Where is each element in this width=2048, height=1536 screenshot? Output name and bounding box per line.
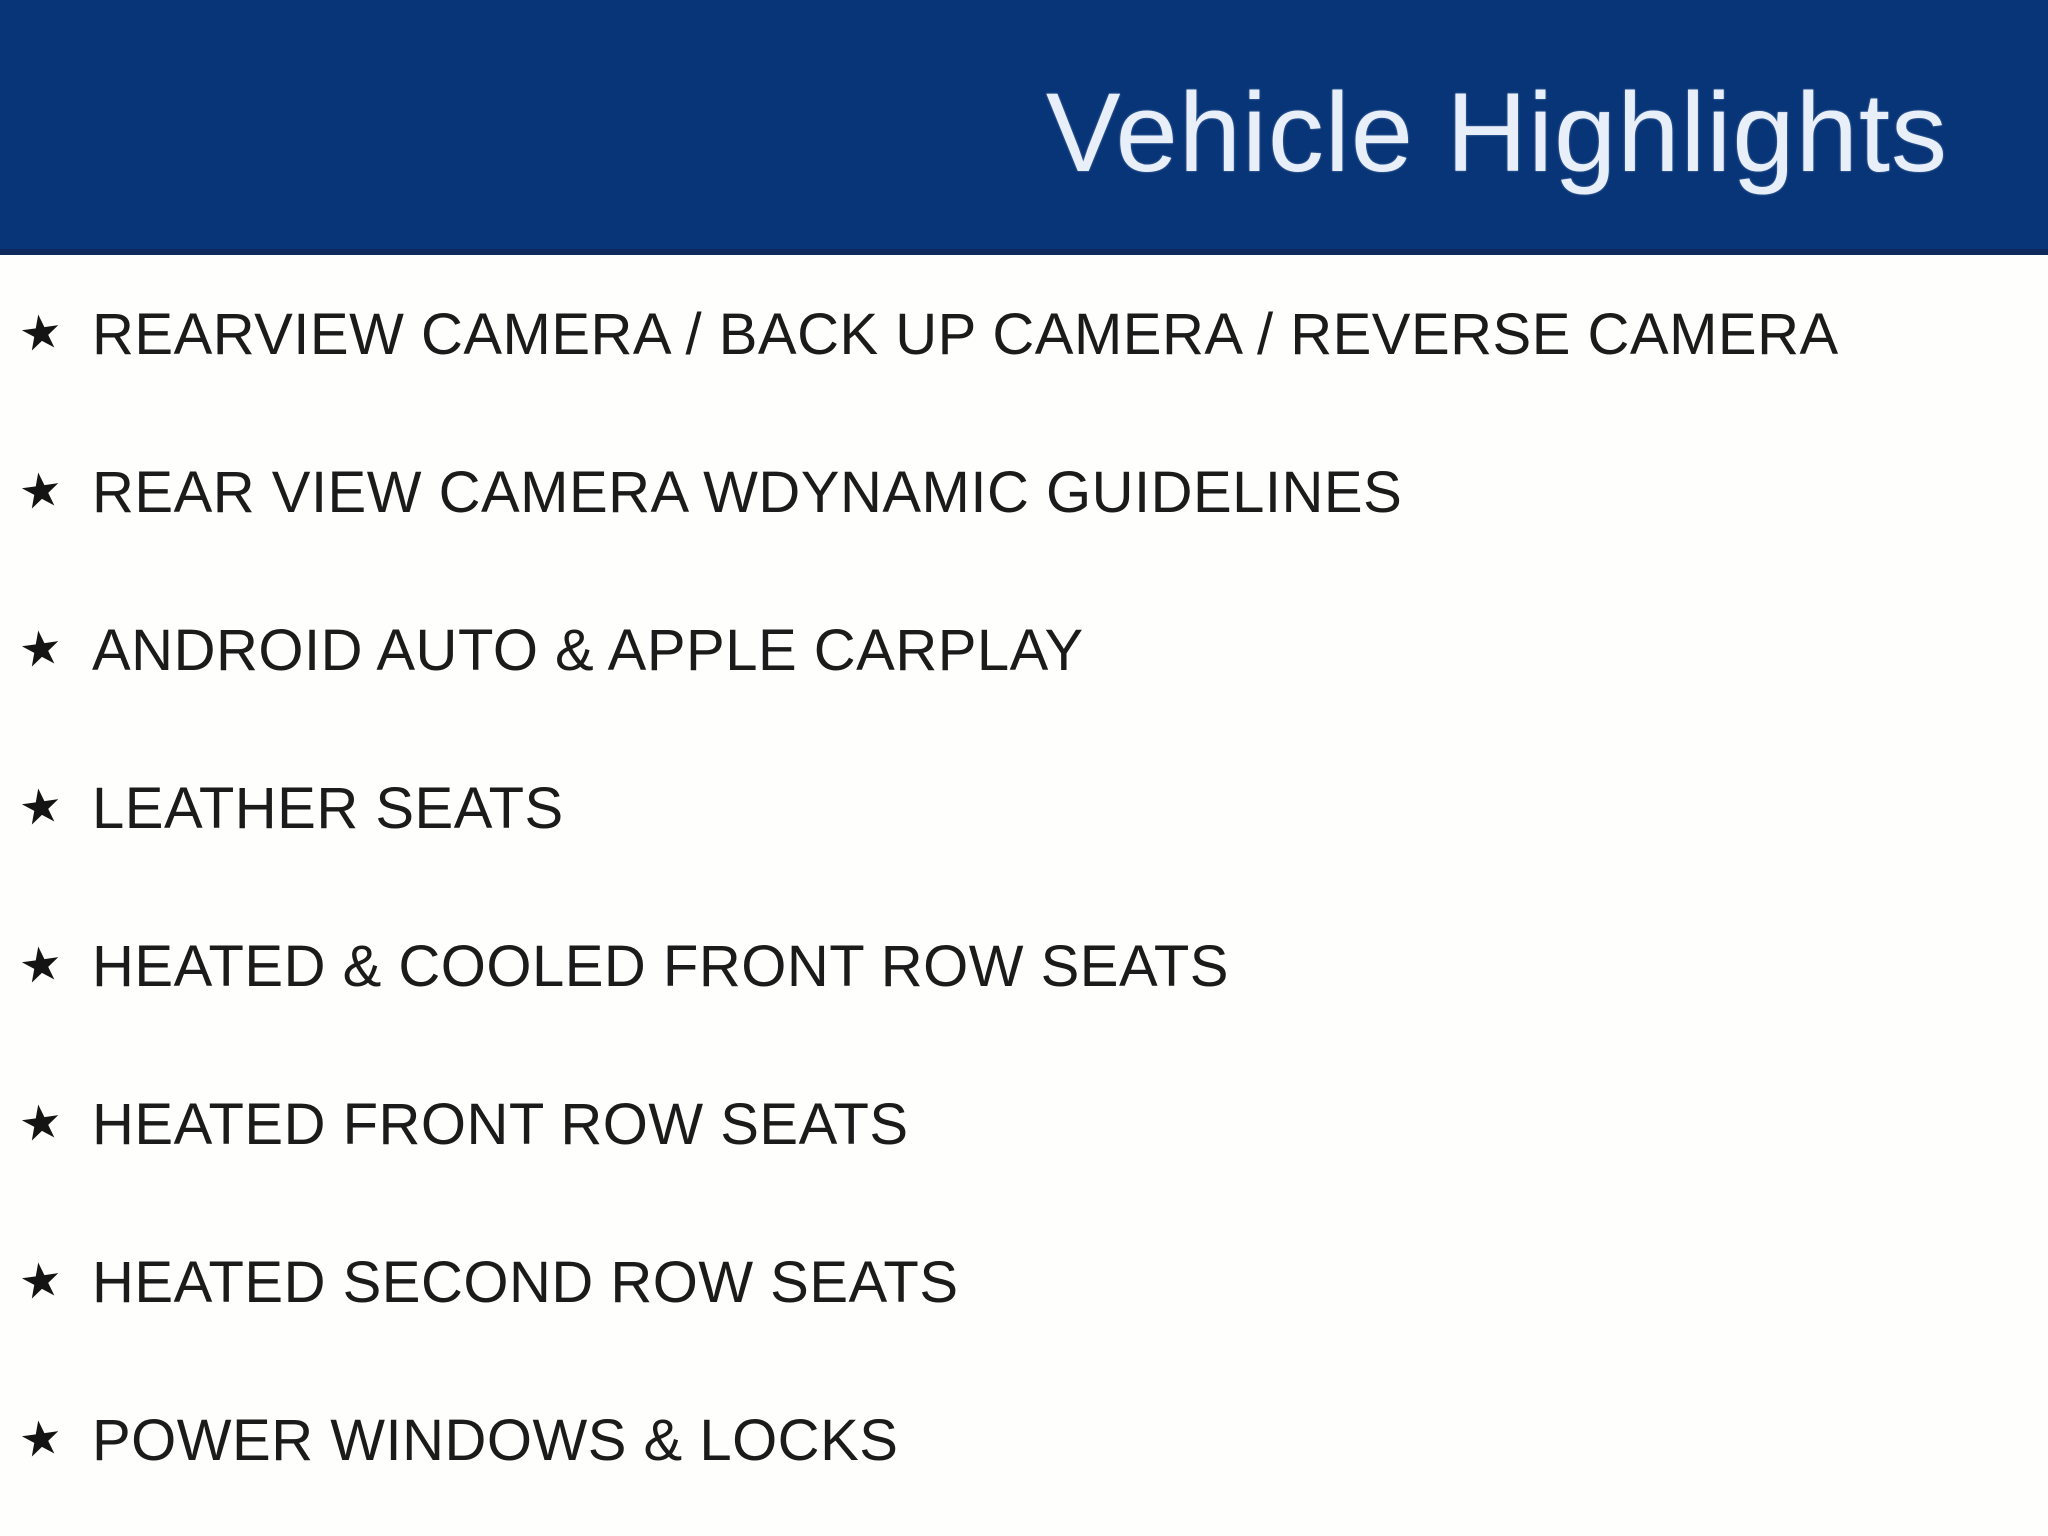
list-item	[0, 729, 2048, 887]
star-icon: ★	[15, 936, 66, 995]
list-item	[0, 1361, 2048, 1519]
star-icon: ★	[15, 1094, 66, 1153]
list-item	[0, 887, 2048, 1045]
star-icon: ★	[15, 462, 66, 521]
list-item	[0, 413, 2048, 571]
header-banner	[0, 0, 2048, 255]
list-item-label: HEATED FRONT ROW SEATS	[92, 1091, 909, 1157]
star-icon: ★	[15, 1252, 66, 1311]
list-item-label: HEATED & COOLED FRONT ROW SEATS	[92, 933, 1229, 999]
list-item	[0, 1203, 2048, 1361]
list-item	[0, 571, 2048, 729]
list-item-label: HEATED SECOND ROW SEATS	[92, 1249, 959, 1315]
star-icon: ★	[15, 1410, 66, 1469]
star-icon: ★	[15, 304, 66, 363]
list-item	[0, 255, 2048, 413]
star-icon: ★	[15, 778, 66, 837]
list-item	[0, 1045, 2048, 1203]
list-item-label: LEATHER SEATS	[92, 775, 564, 841]
list-item-label: REAR VIEW CAMERA WDYNAMIC GUIDELINES	[92, 459, 1403, 525]
page-title: Vehicle Highlights	[1045, 70, 1948, 195]
star-icon: ★	[15, 620, 66, 679]
list-item-label: ANDROID AUTO & APPLE CARPLAY	[92, 617, 1084, 683]
highlights-list	[0, 255, 2048, 1536]
list-item-label: REARVIEW CAMERA / BACK UP CAMERA / REVERSE CAMERA	[92, 301, 1839, 367]
list-item-label: POWER WINDOWS & LOCKS	[92, 1407, 899, 1473]
